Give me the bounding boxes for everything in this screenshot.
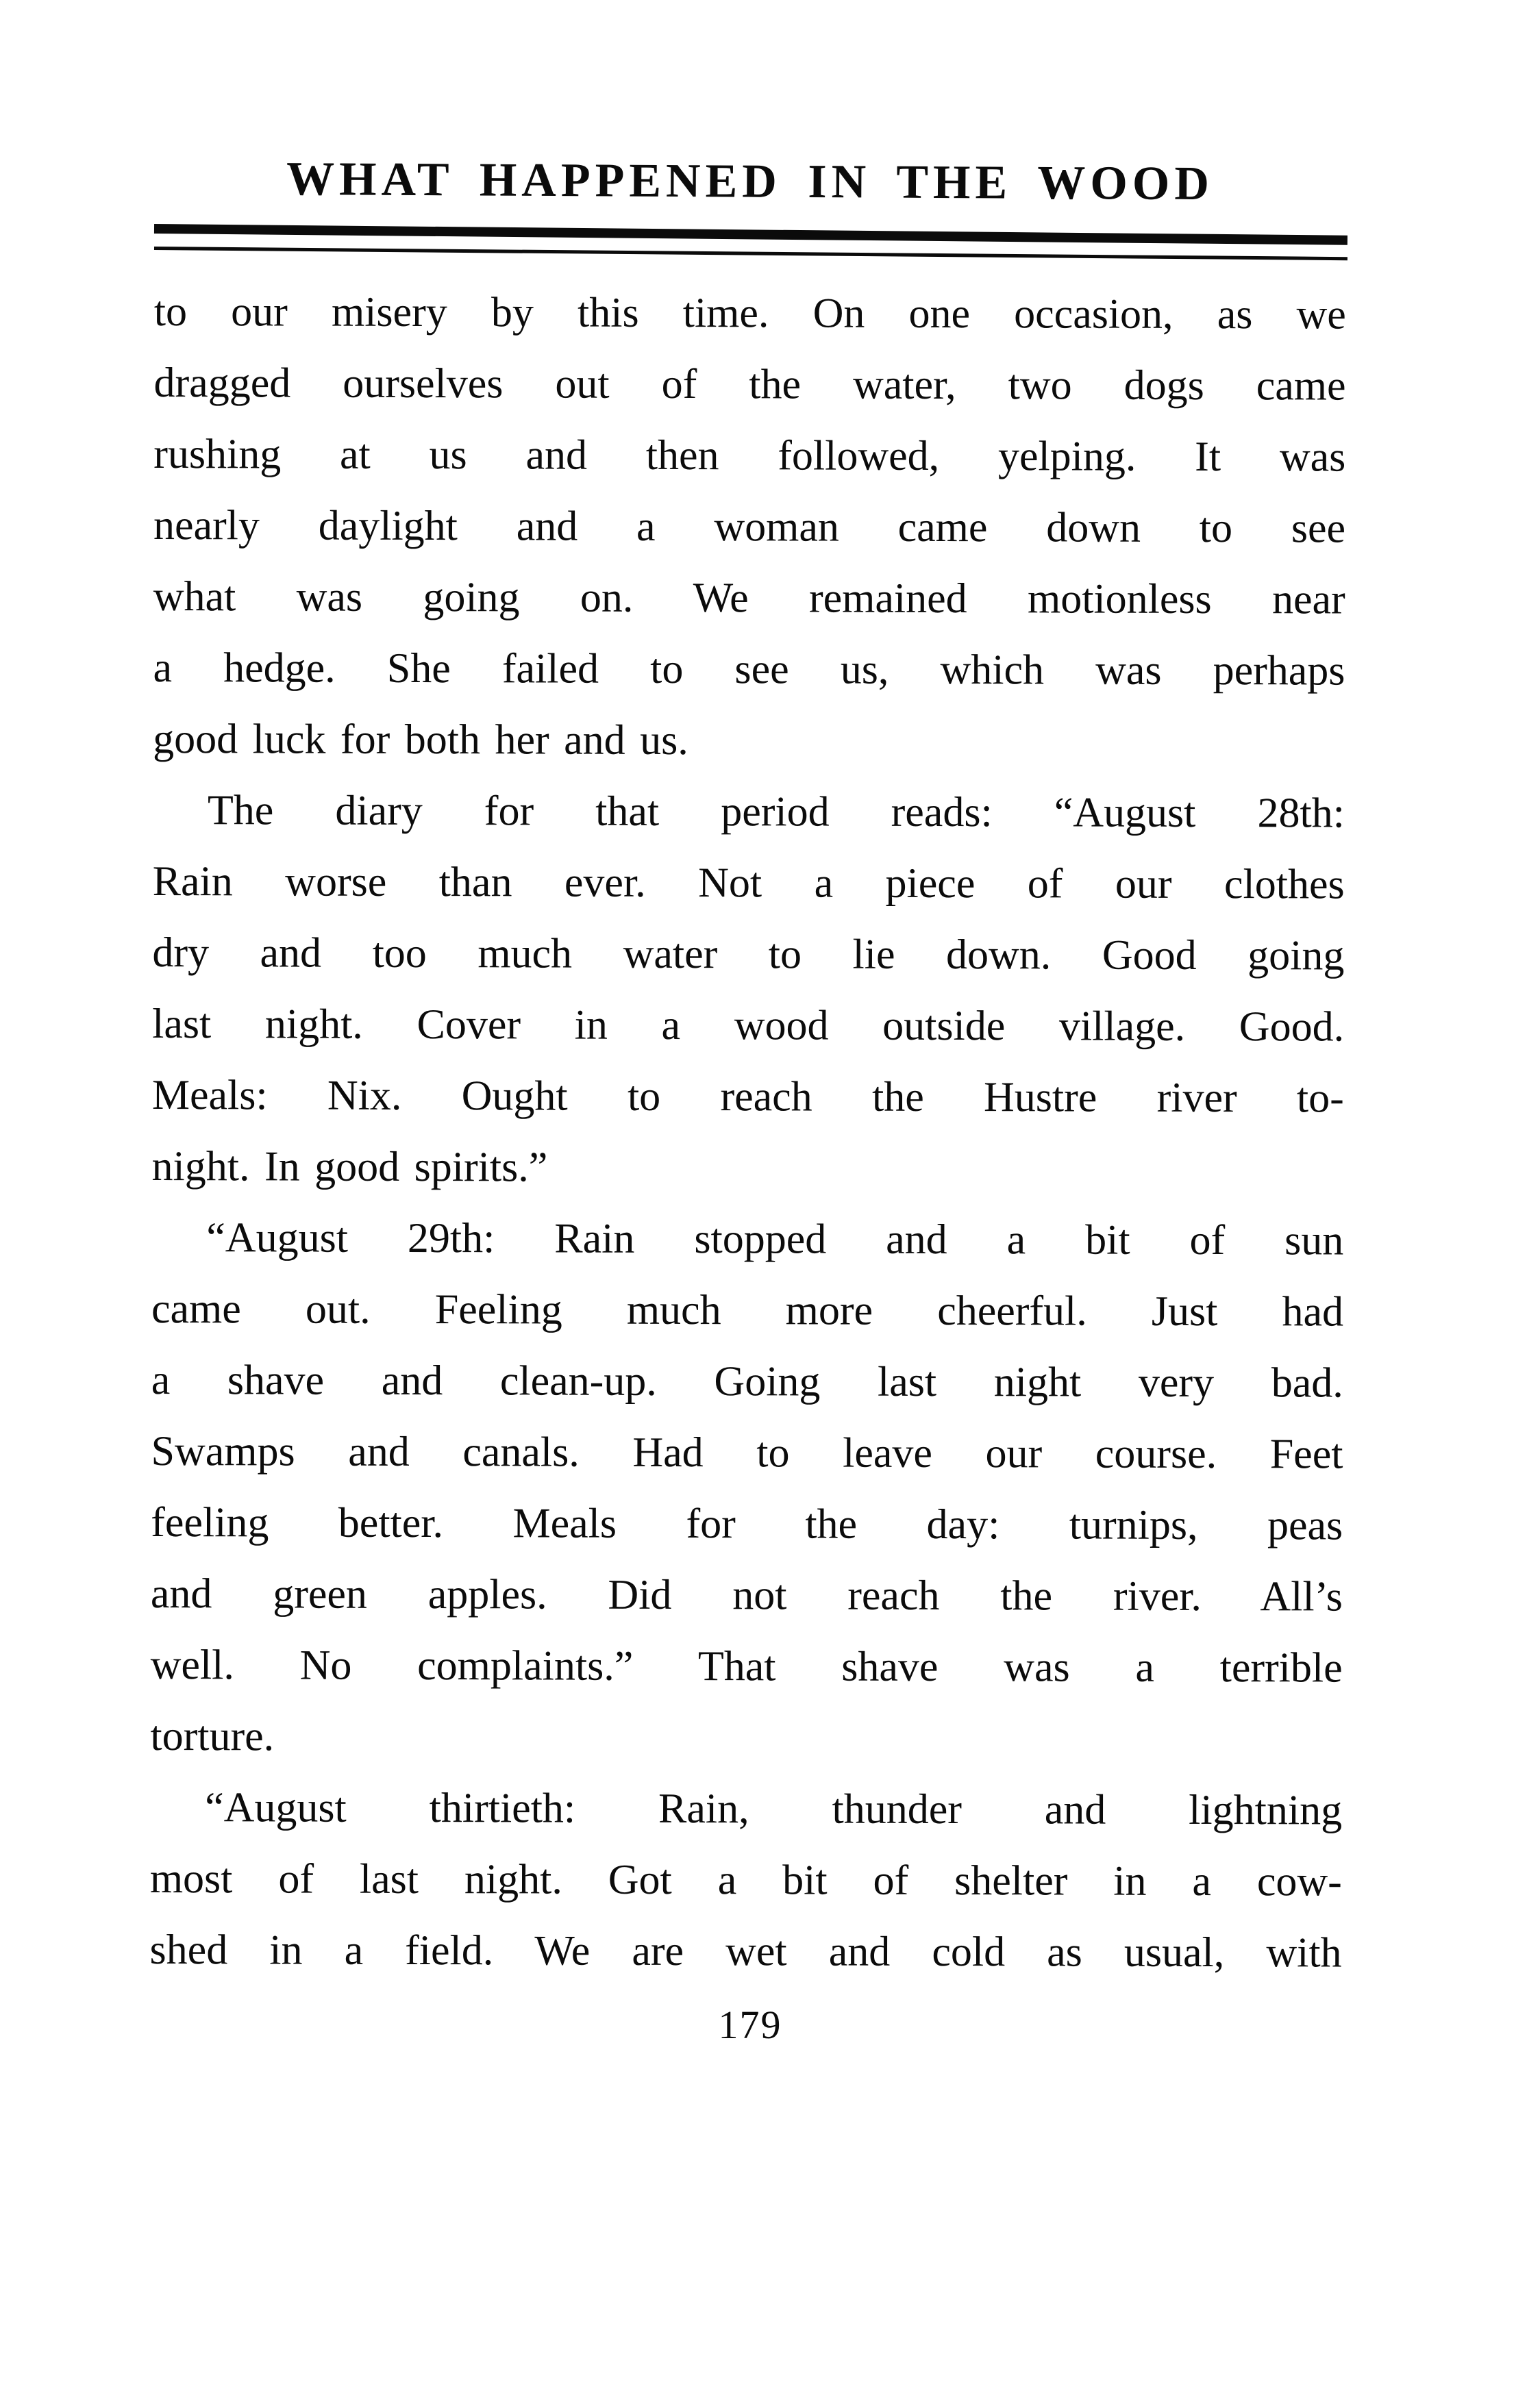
text-line: what was going on. We remained motionless near	[153, 573, 1345, 623]
text-line: night. In good spirits.”	[151, 1142, 548, 1191]
paragraph	[151, 775, 1345, 1205]
text-line: last night. Cover in a wood outside village. Good.	[152, 1000, 1345, 1051]
text-line: and green apples. Did not reach the river. All’s	[150, 1570, 1343, 1620]
text-line: torture.	[150, 1712, 275, 1760]
paragraph	[149, 1772, 1342, 1989]
text-line: came out. Feeling much more cheerful. Just had	[151, 1285, 1344, 1335]
text-line: “August 29th: Rain stopped and a bit of sun	[206, 1214, 1344, 1264]
text-line: most of last night. Got a bit of shelter in a cow-	[149, 1855, 1342, 1905]
text-line: good luck for both her and us.	[153, 715, 688, 764]
text-line: The diary for that period reads: “August 28th:	[207, 787, 1345, 837]
paragraph	[150, 1202, 1343, 1775]
text-line: “August thirtieth: Rain, thunder and lightning	[205, 1784, 1343, 1834]
text-line: dragged ourselves out of the water, two dogs came	[153, 359, 1346, 410]
text-line: a hedge. She failed to see us, which was perhaps	[153, 644, 1345, 694]
text-line: to our misery by this time. On one occasion, as we	[153, 288, 1346, 338]
body-text	[149, 276, 1346, 1989]
page-number: 179	[718, 2003, 782, 2047]
text-line: dry and too much water to lie down. Good going	[152, 929, 1345, 979]
text-line: well. No complaints.” That shave was a terrible	[150, 1641, 1343, 1692]
text-line: nearly daylight and a woman came down to see	[153, 501, 1346, 552]
text-line: rushing at us and then followed, yelping. It was	[153, 430, 1346, 481]
running-head: WHAT HAPPENED IN THE WOOD	[286, 153, 1215, 211]
text-line: feeling better. Meals for the day: turnips, peas	[151, 1498, 1343, 1549]
text-line: a shave and clean-up. Going last night very bad.	[151, 1356, 1343, 1407]
text-line: Meals: Nix. Ought to reach the Hustre river to-	[151, 1071, 1344, 1122]
text-line: shed in a field. We are wet and cold as usual, with	[149, 1926, 1342, 1977]
text-line: Rain worse than ever. Not a piece of our clothes	[152, 857, 1345, 908]
paragraph	[153, 276, 1346, 778]
text-line: Swamps and canals. Had to leave our course. Feet	[151, 1427, 1343, 1478]
header-rule-thick	[154, 224, 1348, 245]
header-rule-thin	[154, 247, 1348, 260]
